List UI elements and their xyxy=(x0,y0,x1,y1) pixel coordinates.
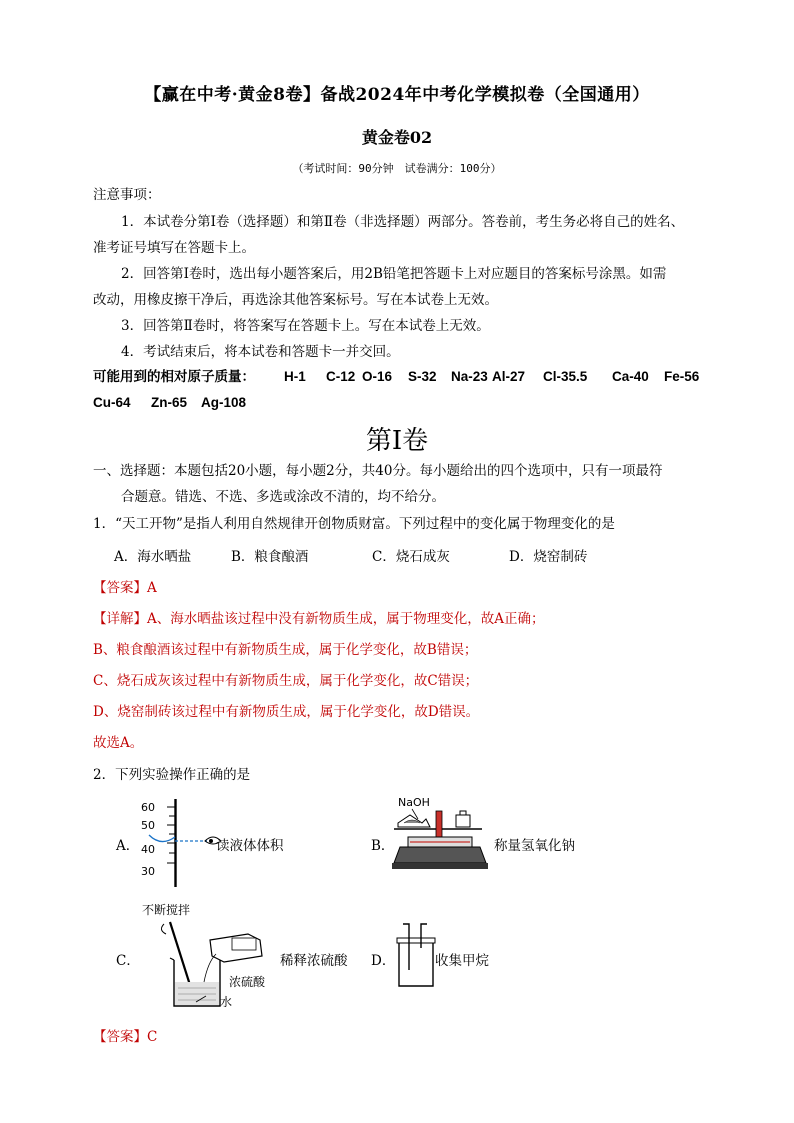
q1-detail-c: C、烧石成灰该过程中有新物质生成，属于化学变化，故C错误； xyxy=(93,673,479,689)
atomic-mass-o: O-16 xyxy=(362,369,393,384)
q1-option-b: B．粮食酿酒 xyxy=(231,549,309,565)
atomic-mass-cl: Cl-35.5 xyxy=(543,369,588,384)
tick-label-60: 60 xyxy=(141,801,155,814)
stir-label: 不断搅拌 xyxy=(142,903,191,917)
note-item-3: 3．回答第Ⅱ卷时，将答案写在答题卡上。写在本试卷上无效。 xyxy=(121,318,490,334)
paper-subtitle: 黄金卷02 xyxy=(361,128,433,147)
tick-label-30: 30 xyxy=(141,865,155,878)
q2-option-a-letter: A． xyxy=(116,838,140,854)
answer-value: C xyxy=(147,1029,158,1045)
note-item-4: 4．考试结束后，将本试卷和答题卡一并交回。 xyxy=(121,344,400,360)
volume-title: 第Ⅰ卷 xyxy=(365,426,429,456)
section1-instructions-cont: 合题意。错选、不选、多选或涂改不清的，均不给分。 xyxy=(121,489,445,505)
q1-answer xyxy=(93,579,157,597)
q2-option-d-letter: D． xyxy=(371,953,396,969)
gas-bottle-figure xyxy=(393,922,439,988)
atomic-mass-zn: Zn-65 xyxy=(151,395,188,410)
q2-option-b-caption: 称量氢氧化钠 xyxy=(494,838,575,854)
q1-option-c: C．烧石成灰 xyxy=(372,549,450,565)
atomic-mass-cu: Cu-64 xyxy=(93,395,131,410)
short-tube xyxy=(421,924,427,948)
atomic-mass-label: 可能用到的相对原子质量： xyxy=(93,369,255,385)
answer-label: 【答案】 xyxy=(93,1029,147,1045)
atomic-mass-s: S-32 xyxy=(408,369,437,384)
detail-label: 【详解】 xyxy=(93,611,147,627)
q1-option-a: A．海水晒盐 xyxy=(114,549,192,565)
q2-answer xyxy=(93,1028,157,1046)
q2-option-c-caption: 稀释浓硫酸 xyxy=(280,953,348,969)
balance-figure xyxy=(390,793,490,881)
answer-value: A xyxy=(147,580,157,596)
note-item-1-cont: 准考证号填写在答题卡上。 xyxy=(93,240,255,256)
right-pan-weight xyxy=(456,811,470,827)
tick-label-40: 40 xyxy=(141,843,155,856)
dilution-figure xyxy=(150,916,280,1008)
notes-heading: 注意事项： xyxy=(93,187,161,203)
measuring-cylinder-figure xyxy=(135,795,225,890)
exam-title: 【赢在中考·黄金8卷】备战2024年中考化学模拟卷（全国通用） xyxy=(144,85,650,105)
exam-info: （考试时间：90分钟 试卷满分：100分） xyxy=(292,162,502,175)
atomic-mass-na: Na-23 xyxy=(451,369,488,384)
q2-stem: 2．下列实验操作正确的是 xyxy=(93,767,251,783)
meniscus xyxy=(149,835,175,842)
atomic-mass-fe: Fe-56 xyxy=(664,369,700,384)
balance-base xyxy=(394,847,486,863)
balance-pointer xyxy=(436,811,442,839)
bottle-stopper xyxy=(397,938,435,943)
section1-instructions: 一、选择题：本题包括20小题，每小题2分，共40分。每小题给出的四个选项中，只有一项最符 xyxy=(93,463,663,479)
q2-option-b-letter: B． xyxy=(371,838,395,854)
note-item-2-cont: 改动，用橡皮擦干净后，再选涂其他答案标号。写在本试卷上无效。 xyxy=(93,292,498,308)
q2-option-d-caption: 收集甲烷 xyxy=(435,953,489,969)
atomic-mass-h: H-1 xyxy=(284,369,306,384)
q1-stem: 1．“天工开物”是指人利用自然规律开创物质财富。下列过程中的变化属于物理变化的是 xyxy=(93,516,615,532)
note-item-2: 2．回答第Ⅰ卷时，选出每小题答案后，用2B铅笔把答题卡上对应题目的答案标号涂黑。如需 xyxy=(121,266,667,282)
balance-foot xyxy=(392,863,488,869)
atomic-mass-ag: Ag-108 xyxy=(201,395,247,410)
gas-bottle xyxy=(399,942,433,986)
note-item-1: 1．本试卷分第Ⅰ卷（选择题）和第Ⅱ卷（非选择题）两部分。答卷前，考生务必将自己的姓名、 xyxy=(121,214,685,230)
water-label: 水 xyxy=(220,995,233,1009)
acid-label: 浓硫酸 xyxy=(229,975,266,989)
atomic-mass-al: Al-27 xyxy=(492,369,526,384)
long-tube xyxy=(403,924,409,970)
left-pan-paper xyxy=(398,815,430,827)
q1-detail-d: D、烧窑制砖该过程中有新物质生成，属于化学变化，故D错误。 xyxy=(93,704,480,720)
atomic-mass-c: C-12 xyxy=(326,369,356,384)
detail-text: A、海水晒盐该过程中没有新物质生成，属于物理变化，故A正确； xyxy=(147,611,545,627)
beaker-lip xyxy=(170,958,174,960)
q2-option-c-letter: C． xyxy=(116,953,140,969)
q1-conclusion: 故选A。 xyxy=(93,735,144,751)
answer-label: 【答案】 xyxy=(93,580,147,596)
q1-option-d: D．烧窑制砖 xyxy=(509,549,588,565)
atomic-mass-ca: Ca-40 xyxy=(612,369,649,384)
naoh-label: NaOH xyxy=(398,796,430,809)
tick-label-50: 50 xyxy=(141,819,155,832)
q2-option-a-caption: 读液体体积 xyxy=(216,838,284,854)
stir-arrow xyxy=(161,924,166,934)
q1-detail-b: B、粮食酿酒该过程中有新物质生成，属于化学变化，故B错误； xyxy=(93,642,478,658)
q1-detail-a xyxy=(93,610,545,628)
